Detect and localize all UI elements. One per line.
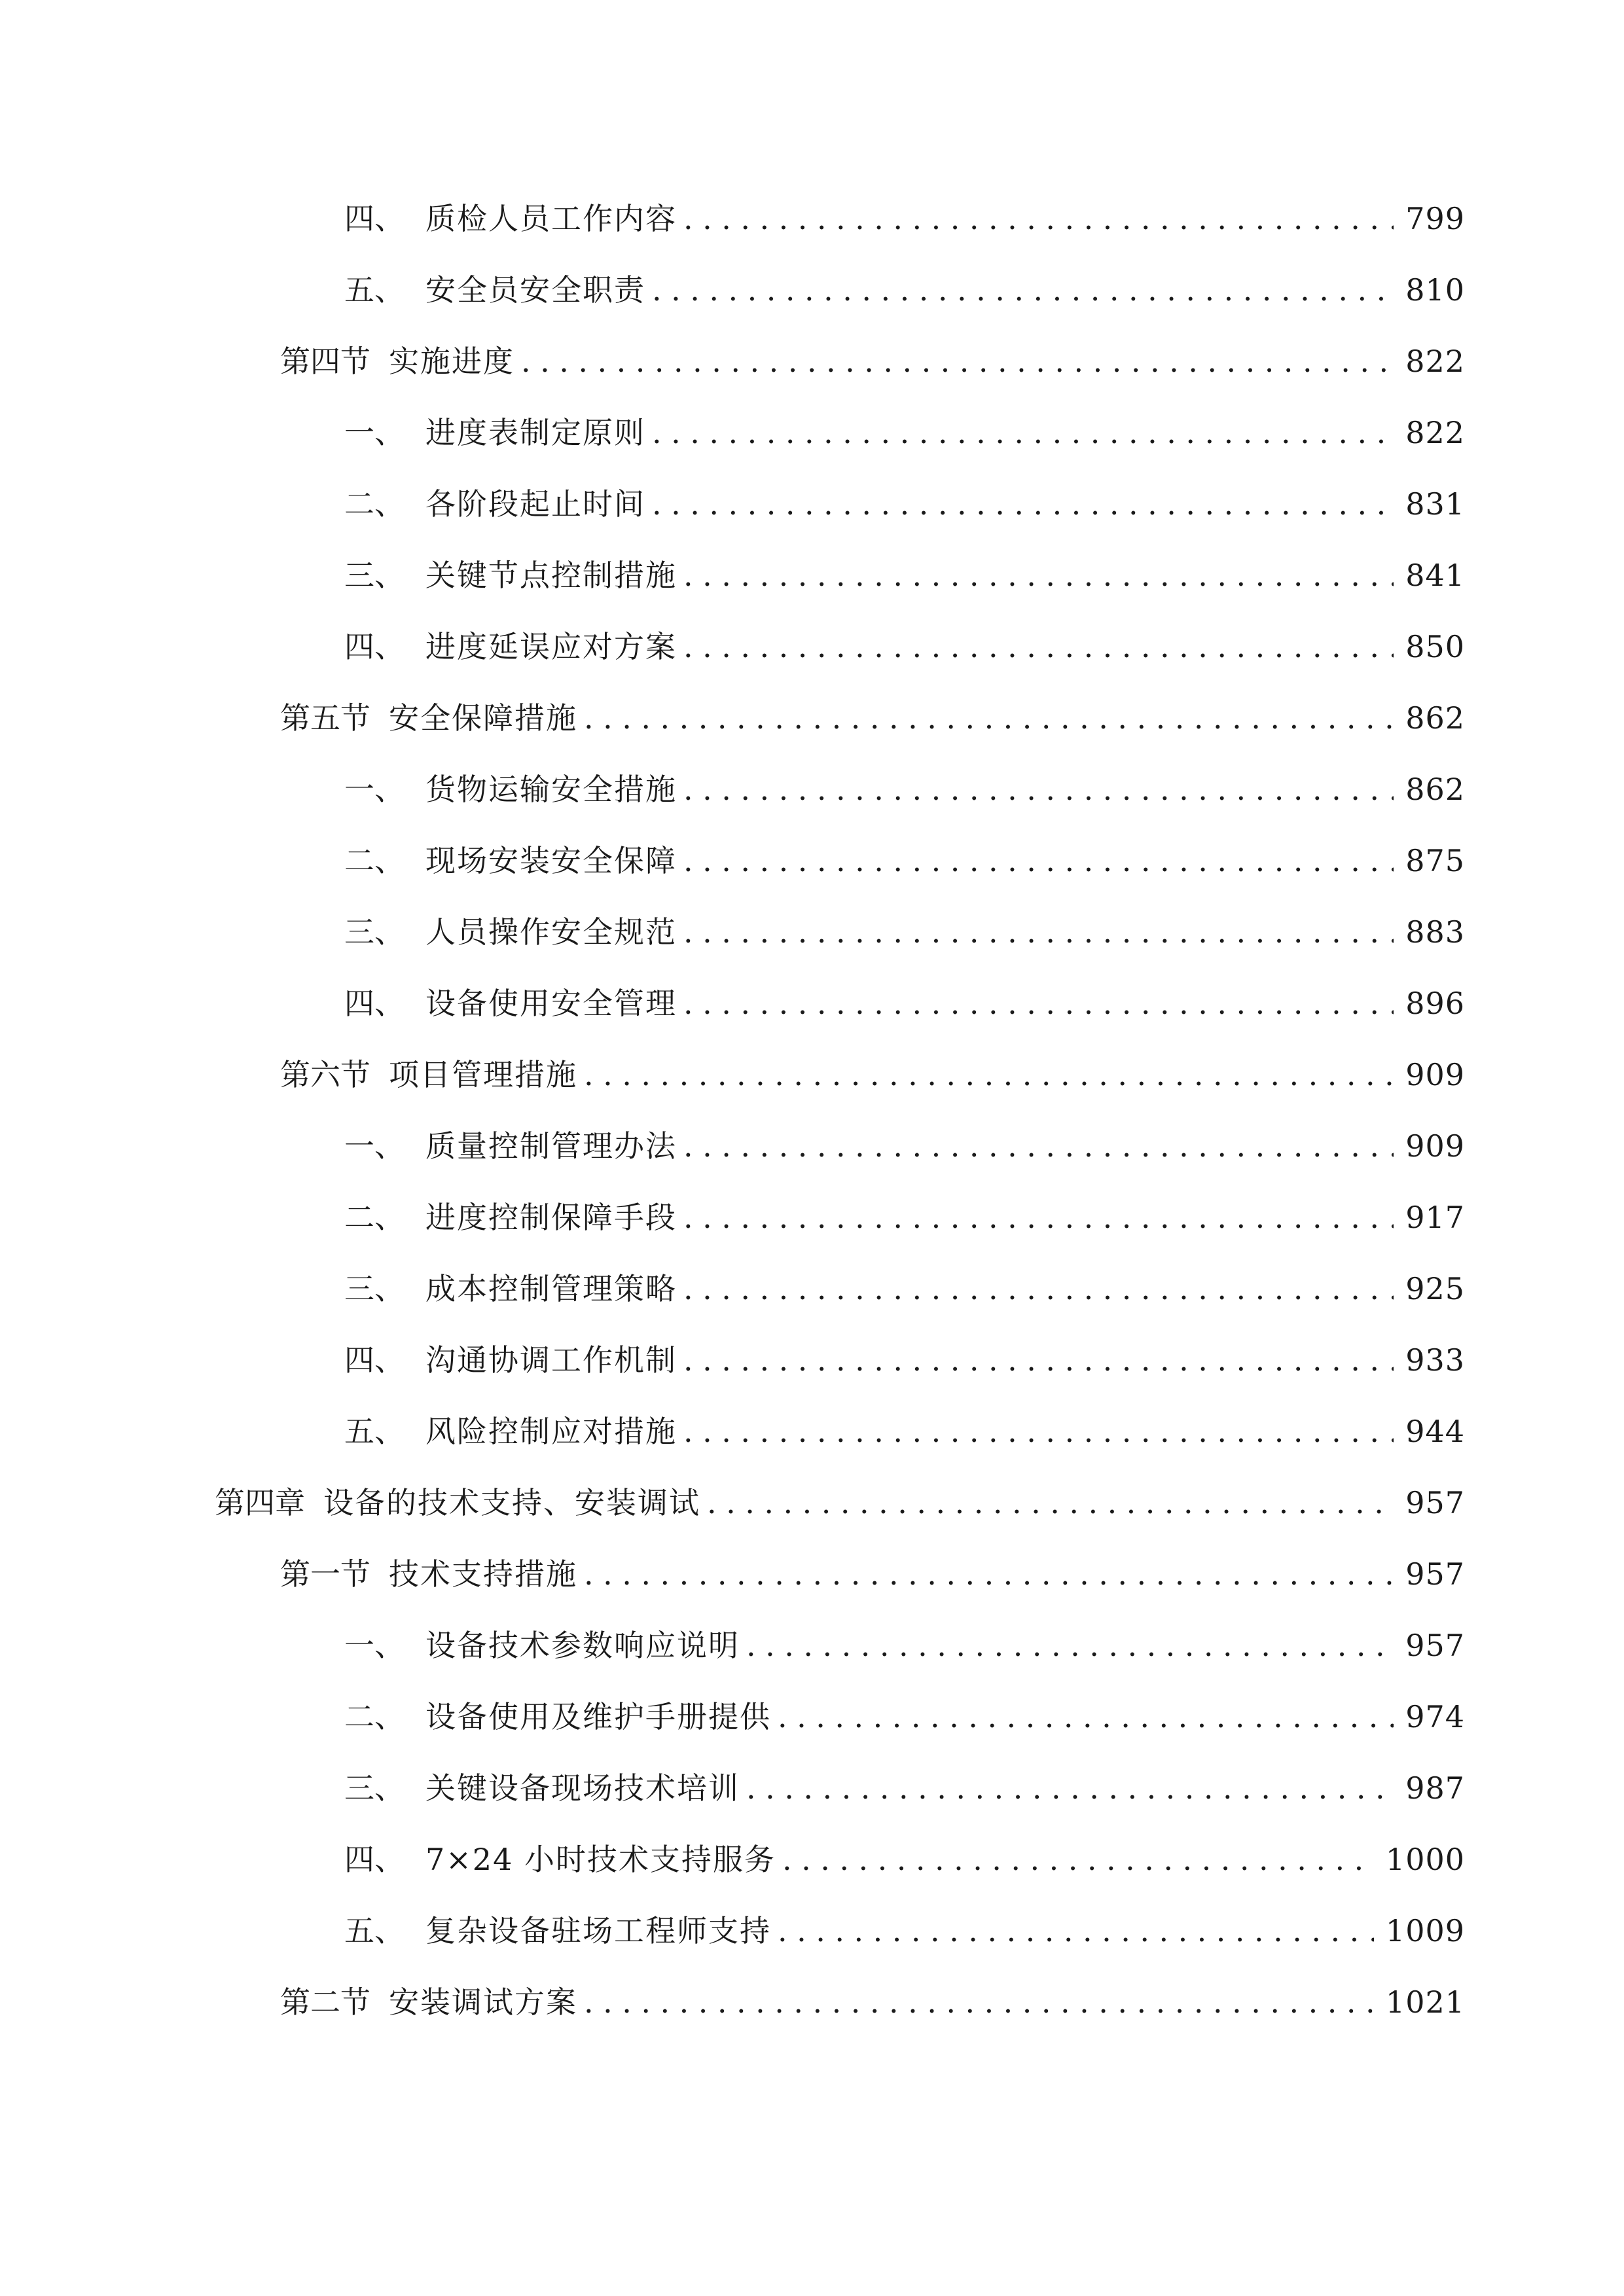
toc-entry[interactable] bbox=[344, 620, 1465, 673]
toc-entry[interactable] bbox=[344, 1405, 1465, 1458]
toc-entry-page: 822 bbox=[1405, 415, 1465, 450]
toc-entry-number: 第四章 bbox=[215, 1485, 305, 1520]
toc-entry-title: 安装调试方案 bbox=[389, 1984, 577, 2020]
dot-leader bbox=[746, 1762, 1394, 1814]
toc-entry-page: 850 bbox=[1405, 629, 1465, 664]
toc-entry[interactable] bbox=[344, 906, 1465, 958]
toc-entry-number: 第一节 bbox=[280, 1556, 370, 1592]
toc-entry-title: 进度表制定原则 bbox=[425, 415, 645, 450]
toc-entry-page: 822 bbox=[1405, 344, 1465, 379]
toc-entry[interactable] bbox=[280, 1548, 1465, 1600]
dot-leader bbox=[778, 1905, 1374, 1957]
toc-entry-page: 896 bbox=[1405, 986, 1465, 1021]
toc-entry[interactable] bbox=[280, 1049, 1465, 1101]
toc-entry-number: 二、 bbox=[344, 843, 405, 878]
toc-entry-page: 862 bbox=[1405, 772, 1465, 807]
toc-entry[interactable] bbox=[344, 1833, 1465, 1886]
toc-entry[interactable] bbox=[344, 264, 1465, 316]
toc-entry-title: 质检人员工作内容 bbox=[425, 201, 677, 236]
toc-entry-title: 各阶段起止时间 bbox=[425, 486, 645, 522]
toc-entry-number: 五、 bbox=[344, 1913, 405, 1948]
toc-entry-title: 现场安装安全保障 bbox=[425, 843, 677, 878]
toc-entry-page: 933 bbox=[1405, 1342, 1465, 1378]
toc-entry-page: 957 bbox=[1405, 1485, 1465, 1520]
toc-entry-number: 第五节 bbox=[280, 700, 370, 736]
toc-entry-page: 875 bbox=[1405, 843, 1465, 878]
toc-entry-number: 三、 bbox=[344, 1770, 405, 1806]
toc-entry[interactable] bbox=[280, 335, 1465, 387]
toc-entry-title: 7×24 小时技术支持服务 bbox=[425, 1842, 776, 1877]
dot-leader bbox=[584, 1548, 1394, 1600]
toc-entry-number: 第四节 bbox=[280, 344, 370, 379]
dot-leader bbox=[683, 834, 1394, 887]
dot-leader bbox=[683, 1120, 1394, 1172]
toc-entry-number: 第二节 bbox=[280, 1984, 370, 2020]
toc-entry-page: 909 bbox=[1405, 1128, 1465, 1164]
toc-entry-page: 810 bbox=[1405, 272, 1465, 308]
dot-leader bbox=[584, 1049, 1394, 1101]
dot-leader bbox=[584, 1976, 1374, 2028]
toc-entry-page: 883 bbox=[1405, 914, 1465, 950]
dot-leader bbox=[584, 692, 1394, 744]
toc-entry-page: 1009 bbox=[1385, 1913, 1465, 1948]
toc-entry-title: 成本控制管理策略 bbox=[425, 1271, 677, 1306]
toc-entry-title: 关键节点控制措施 bbox=[425, 558, 677, 593]
dot-leader bbox=[652, 264, 1394, 316]
toc-entry-number: 五、 bbox=[344, 1414, 405, 1449]
toc-entry-title: 进度控制保障手段 bbox=[425, 1200, 677, 1235]
toc-entry-title: 质量控制管理办法 bbox=[425, 1128, 677, 1164]
toc-entry[interactable] bbox=[344, 1263, 1465, 1315]
toc-entry-page: 1000 bbox=[1385, 1842, 1465, 1877]
toc-entry-page: 987 bbox=[1405, 1770, 1465, 1806]
toc-entry-page: 862 bbox=[1405, 700, 1465, 736]
toc-entry-title: 安全保障措施 bbox=[389, 700, 577, 736]
toc-entry[interactable] bbox=[344, 834, 1465, 887]
dot-leader bbox=[683, 977, 1394, 1030]
toc-entry-page: 957 bbox=[1405, 1556, 1465, 1592]
toc-entry-number: 四、 bbox=[344, 1342, 405, 1378]
toc-entry[interactable] bbox=[344, 763, 1465, 816]
toc-entry[interactable] bbox=[344, 478, 1465, 530]
toc-entry[interactable] bbox=[344, 1905, 1465, 1957]
toc-entry[interactable] bbox=[344, 1120, 1465, 1172]
toc-entry-number: 五、 bbox=[344, 272, 405, 308]
toc-entry[interactable] bbox=[344, 977, 1465, 1030]
toc-entry-title: 关键设备现场技术培训 bbox=[425, 1770, 740, 1806]
toc-entry[interactable] bbox=[344, 1619, 1465, 1672]
toc-entry[interactable] bbox=[280, 692, 1465, 744]
toc-entry-number: 四、 bbox=[344, 986, 405, 1021]
toc-entry-page: 1021 bbox=[1385, 1984, 1465, 2020]
toc-entry-number: 四、 bbox=[344, 1842, 405, 1877]
dot-leader bbox=[652, 406, 1394, 459]
toc-entry[interactable] bbox=[344, 549, 1465, 601]
dot-leader bbox=[707, 1477, 1394, 1529]
toc-entry-title: 安全员安全职责 bbox=[425, 272, 645, 308]
dot-leader bbox=[683, 192, 1394, 245]
toc-entry-page: 799 bbox=[1405, 201, 1465, 236]
toc-entry-page: 944 bbox=[1405, 1414, 1465, 1449]
dot-leader bbox=[782, 1833, 1374, 1886]
toc-entry-title: 实施进度 bbox=[389, 344, 514, 379]
toc-entry[interactable] bbox=[344, 1691, 1465, 1743]
toc-entry-number: 二、 bbox=[344, 486, 405, 522]
toc-entry-number: 二、 bbox=[344, 1200, 405, 1235]
dot-leader bbox=[683, 1263, 1394, 1315]
toc-entry-title: 风险控制应对措施 bbox=[425, 1414, 677, 1449]
toc-entry-title: 设备使用及维护手册提供 bbox=[425, 1699, 771, 1734]
dot-leader bbox=[683, 763, 1394, 816]
toc-entry-page: 925 bbox=[1405, 1271, 1465, 1306]
toc-entry-number: 四、 bbox=[344, 201, 405, 236]
toc-entry-page: 841 bbox=[1405, 558, 1465, 593]
toc-entry-title: 设备使用安全管理 bbox=[425, 986, 677, 1021]
toc-entry-title: 人员操作安全规范 bbox=[425, 914, 677, 950]
dot-leader bbox=[683, 1191, 1394, 1244]
toc-entry-number: 一、 bbox=[344, 1628, 405, 1663]
toc-entry[interactable] bbox=[344, 406, 1465, 459]
toc-entry[interactable] bbox=[280, 1976, 1465, 2028]
dot-leader bbox=[683, 1405, 1394, 1458]
toc-entry-number: 一、 bbox=[344, 415, 405, 450]
toc-entry[interactable] bbox=[215, 1477, 1465, 1529]
toc-entry[interactable] bbox=[344, 192, 1465, 245]
toc-entry-page: 909 bbox=[1405, 1057, 1465, 1092]
toc-entry[interactable] bbox=[344, 1762, 1465, 1814]
dot-leader bbox=[652, 478, 1394, 530]
toc-entry-title: 复杂设备驻场工程师支持 bbox=[425, 1913, 771, 1948]
toc-entry-number: 三、 bbox=[344, 1271, 405, 1306]
toc-entry-title: 沟通协调工作机制 bbox=[425, 1342, 677, 1378]
dot-leader bbox=[683, 620, 1394, 673]
toc-entry-number: 一、 bbox=[344, 772, 405, 807]
toc-entry-title: 进度延误应对方案 bbox=[425, 629, 677, 664]
toc-entry-number: 二、 bbox=[344, 1699, 405, 1734]
toc-entry-title: 设备技术参数响应说明 bbox=[425, 1628, 740, 1663]
toc-entry-number: 第六节 bbox=[280, 1057, 370, 1092]
toc-entry-page: 957 bbox=[1405, 1628, 1465, 1663]
dot-leader bbox=[683, 906, 1394, 958]
toc-entry-title: 项目管理措施 bbox=[389, 1057, 577, 1092]
dot-leader bbox=[778, 1691, 1394, 1743]
toc-entry-number: 一、 bbox=[344, 1128, 405, 1164]
toc-entry[interactable] bbox=[344, 1191, 1465, 1244]
toc-entry-number: 三、 bbox=[344, 558, 405, 593]
toc-entry-page: 831 bbox=[1405, 486, 1465, 522]
toc-entry-title: 设备的技术支持、安装调试 bbox=[323, 1485, 700, 1520]
toc-entry-title: 货物运输安全措施 bbox=[425, 772, 677, 807]
toc-entry-number: 四、 bbox=[344, 629, 405, 664]
dot-leader bbox=[683, 1334, 1394, 1386]
toc-entry-page: 974 bbox=[1405, 1699, 1465, 1734]
toc-entry[interactable] bbox=[344, 1334, 1465, 1386]
dot-leader bbox=[521, 335, 1394, 387]
toc-entry-title: 技术支持措施 bbox=[389, 1556, 577, 1592]
toc-entry-page: 917 bbox=[1405, 1200, 1465, 1235]
dot-leader bbox=[746, 1619, 1394, 1672]
dot-leader bbox=[683, 549, 1394, 601]
toc-entry-number: 三、 bbox=[344, 914, 405, 950]
